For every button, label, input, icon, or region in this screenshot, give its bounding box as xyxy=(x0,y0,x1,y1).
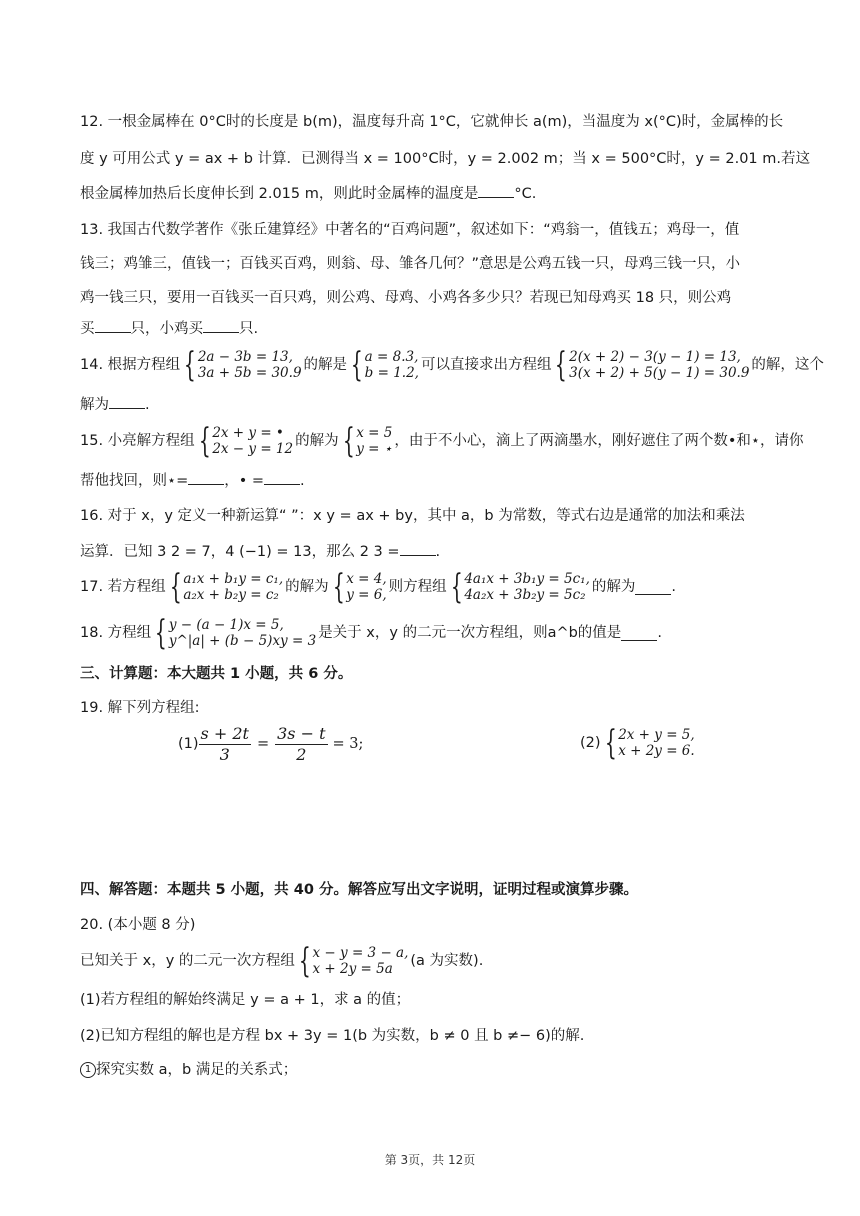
q20-text: (a 为实数). xyxy=(410,953,484,969)
q12-line-2: 度 y 可用公式 y = ax + b 计算．已测得当 x = 100°C时，y = 2.002 m；当 x = 500°C时，y = 2.01 m.若这 xyxy=(80,151,810,167)
answer-blank[interactable] xyxy=(203,318,239,333)
q15-text: ，由于不小心，滴上了两滴墨水，刚好遮住了两个数•和⋆，请你 xyxy=(394,433,804,449)
q15-line-1 xyxy=(80,421,804,461)
part-label: (1) xyxy=(178,736,199,752)
section-heading: 三、计算题：本大题共 1 小题，共 6 分。 xyxy=(80,666,353,682)
q12-line-3 xyxy=(80,183,785,204)
q14-text: 的解，这个 xyxy=(751,357,824,373)
q20-text: 探究实数 a，b 满足的关系式； xyxy=(96,1062,298,1078)
equation-system: { 2x + y = 5, x + 2y = 6. xyxy=(604,723,695,763)
q14-text: 的解是 xyxy=(303,357,348,373)
answer-blank[interactable] xyxy=(188,470,224,485)
q20-title: 20. (本小题 8 分) xyxy=(80,917,196,933)
q12-unit: °C. xyxy=(514,186,537,202)
q17-text: . xyxy=(671,579,676,595)
q17-text: 的解为 xyxy=(591,579,636,595)
q15-text: 的解为 xyxy=(295,433,339,449)
q16-line-2 xyxy=(80,541,785,562)
solution-system: { a = 8.3, b = 1.2, xyxy=(350,345,419,385)
equation-system: { y − (a − 1)x = 5, y^|a| + (b − 5)xy = 3 xyxy=(155,613,317,653)
q17-text: 17. 若方程组 xyxy=(80,579,166,595)
solution-system: { x = 5 y = ⋆ xyxy=(342,421,393,461)
q14-line-1 xyxy=(80,345,824,385)
answer-blank[interactable] xyxy=(400,541,436,556)
q20-part-2-sub-1 xyxy=(80,1060,785,1080)
circled-number-icon: 1 xyxy=(80,1062,96,1078)
answer-blank[interactable] xyxy=(621,626,657,641)
q14-text: 可以直接求出方程组 xyxy=(420,357,552,373)
page-footer: 第 3页，共 12页 xyxy=(384,1153,476,1167)
q16-text: 运算．已知 3 2 = 7，4 (−1) = 13，那么 2 3 = xyxy=(80,544,400,560)
equation-system: { a₁x + b₁y = c₁, a₂x + b₂y = c₂ xyxy=(169,567,284,607)
answer-blank[interactable] xyxy=(478,183,514,198)
q19-part-2 xyxy=(580,723,760,763)
q19-title: 19. 解下列方程组: xyxy=(80,700,200,716)
q13-line-1: 13. 我国古代数学著作《张丘建算经》中著名的“百鸡问题”，叙述如下：“鸡翁一，值钱五；鸡母一，值 xyxy=(80,222,740,238)
q18-text: 是关于 x，y 的二元一次方程组，则a^b的值是 xyxy=(318,625,622,641)
equation-system: { 2(x + 2) − 3(y − 1) = 13, 3(x + 2) + 5(y − 1) = 30.9 xyxy=(555,345,750,385)
equation-system: { 2x + y = • 2x − y = 12 xyxy=(198,421,294,461)
solution-system: { x = 4, y = 6, xyxy=(332,567,387,607)
q13-line-3: 鸡一钱三只，要用一百钱买一百只鸡，则公鸡、母鸡、小鸡各多少只？若现已知母鸡买 18 只，则公鸡 xyxy=(80,290,732,306)
q15-text: . xyxy=(300,473,305,489)
equation-system: { 4a₁x + 3b₁y = 5c₁, 4a₂x + 3b₂y = 5c₂ xyxy=(450,567,590,607)
q20-text: 已知关于 x，y 的二元一次方程组 xyxy=(80,953,295,969)
q13-line-4 xyxy=(80,318,785,339)
equation-system: { 2a − 3b = 13, 3a + 5b = 30.9 xyxy=(184,345,302,385)
q20-part-1: (1)若方程组的解始终满足 y = a + 1，求 a 的值； xyxy=(80,992,411,1008)
fraction: $\frac{3s - t}{2}$ xyxy=(277,723,326,764)
q14-line-2 xyxy=(80,394,785,415)
q12-line-1: 12. 一根金属棒在 0°C时的长度是 b(m)，温度每升高 1°C，它就伸长 a(m)，当温度为 x(°C)时，金属棒的长 xyxy=(80,114,784,130)
answer-blank[interactable] xyxy=(264,470,300,485)
q15-text: 帮他找回，则⋆= xyxy=(80,473,189,489)
q13-text-b: 只，小鸡买 xyxy=(130,321,203,337)
q14-text: 14. 根据方程组 xyxy=(80,357,181,373)
equation-system: { x − y = 3 − a, x + 2y = 5a xyxy=(298,941,409,981)
q19-part-1 xyxy=(178,722,478,766)
q14-text: . xyxy=(145,397,150,413)
answer-blank[interactable] xyxy=(109,394,145,409)
answer-blank[interactable] xyxy=(635,580,671,595)
q13-text-c: 只. xyxy=(239,321,259,337)
equation-tail: = 3; xyxy=(332,736,364,752)
q15-line-2 xyxy=(80,470,785,491)
q13-line-2: 钱三；鸡雏三，值钱一；百钱买百鸡，则翁、母、雏各几何？”意思是公鸡五钱一只，母鸡三钱一只，小 xyxy=(80,256,741,272)
q16-line-1: 16. 对于 x，y 定义一种新运算“ ”：x y = ax + by，其中 a，b 为常数，等式右边是通常的加法和乘法 xyxy=(80,508,745,524)
q18-line-1 xyxy=(80,613,785,653)
q15-text: 15. 小亮解方程组 xyxy=(80,433,195,449)
q14-text: 解为 xyxy=(80,397,109,413)
q16-text: . xyxy=(435,544,441,560)
q17-line-1 xyxy=(80,567,785,607)
q20-part-2: (2)已知方程组的解也是方程 bx + 3y = 1(b 为实数，b ≠ 0 且 b ≠− 6)的解. xyxy=(80,1028,585,1044)
q20-stem xyxy=(80,941,785,981)
answer-blank[interactable] xyxy=(95,318,131,333)
q17-text: 的解为 xyxy=(285,579,329,595)
part-label: (2) xyxy=(580,735,601,751)
q18-text: 18. 方程组 xyxy=(80,625,152,641)
q12-text: 根金属棒加热后长度伸长到 2.015 m，则此时金属棒的温度是 xyxy=(80,186,479,202)
equals-sign: = xyxy=(256,736,270,752)
fraction: $\frac{s + 2t}{3}$ xyxy=(200,723,249,764)
q13-text-a: 买 xyxy=(80,321,95,337)
q18-text: . xyxy=(657,625,662,641)
section-heading: 四、解答题：本题共 5 小题，共 40 分。解答应写出文字说明，证明过程或演算步骤。 xyxy=(80,882,638,898)
q15-text: ，• = xyxy=(224,473,265,489)
q17-text: 则方程组 xyxy=(388,579,447,595)
